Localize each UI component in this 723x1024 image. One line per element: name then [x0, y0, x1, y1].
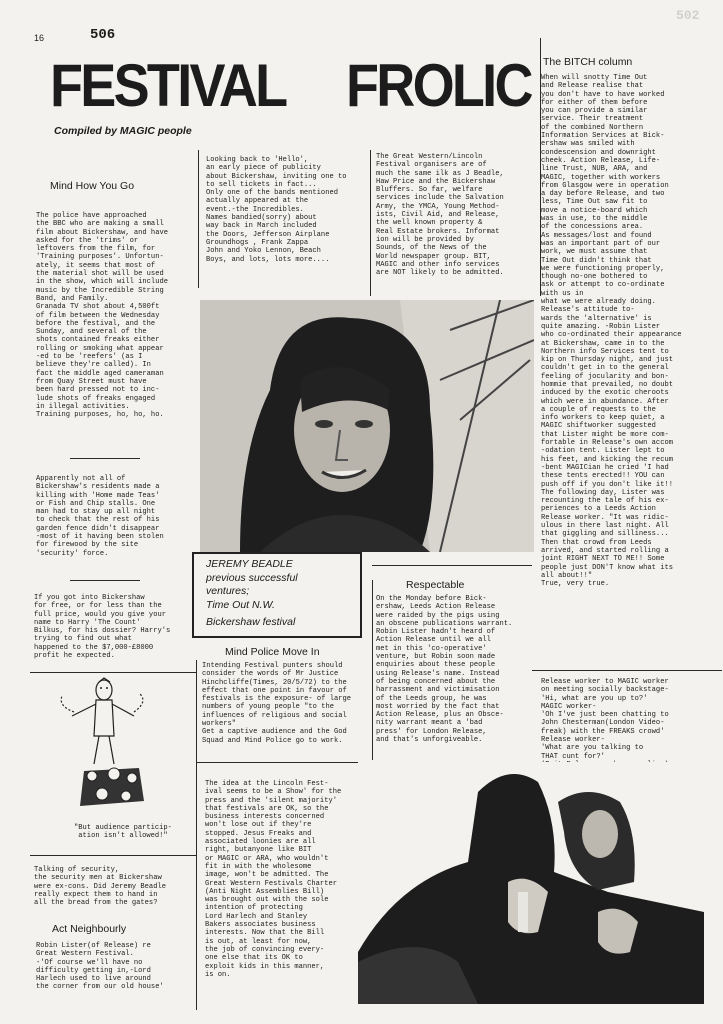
free-entry-body: If you got into Bickershaw for free, or for less than the full price, would you give your name to Harry 'The Count' Bilkus, for his dossier? Harry's trying to find out what happened to the $7,000-£8000 profit he expected.	[34, 594, 171, 661]
divider-rule	[372, 565, 532, 566]
magic-worker-body: Release worker to MAGIC worker on meeting socially backstage- 'Hi, what are you up to?' MAGIC worker- 'Oh I've just been chatting to John Chesterman(London Video- freak) with the FREAKS crowd' Release worker- 'What are you talking to THAT cunt for?'	[541, 678, 669, 761]
divider-rule	[70, 458, 140, 459]
residents-body: Apparently not all of Bickershaw's residents made a killing with 'Home made Teas' or Fish and Chip stalls. One man had to stay up all night to check that the rest of his garden fence didn't disappear -most of it having been stolen for firewood by the site 'security' force.	[36, 475, 164, 558]
cartoon-illustration	[44, 676, 174, 816]
mind-police-body: Intending Festival punters should consider the words of Mr Justice Hinchcliffe(Times, 20/5/72) to the effect that one point in favour of festivals is the exposure- of large numbers of young people "to the influences of religious and social workers" Get a captive audience and the God Squad and Mind Police go to work.	[202, 662, 351, 745]
caption-line: Time Out N.W.	[206, 598, 275, 611]
divider-rule	[30, 855, 196, 856]
page-number: 16	[34, 33, 45, 43]
cartoon-caption: "But audience particip- ation isn't allowed!"	[74, 824, 172, 841]
column-rule	[198, 150, 199, 288]
caption-line: JEREMY BEADLE	[206, 558, 293, 570]
column-rule	[370, 150, 371, 296]
lincoln-body: The idea at the Lincoln Fest- ival seems to be a Show' for the press and the 'silent majority' that festivals are OK, so the business interests concerned won't lose out if they're stopped. Jesus Freaks and associated loonies are all right, butanyone like BIT or MAGIC or ARA, who wouldn't fit in with the wholesome image, won't be admitted. The Great Western Festivals Charter (Anti Night Assemblies Bill) was brought out with the sole intention of protecting Lord Harlech and Stanley Bakers associates business interests. Now that the Bill is out, at least for now, the job of convincing every- one else that its OK to exploit kids in this manner, is on.	[205, 780, 342, 979]
bitch-column-body: When will snotty Time Out and Release realise that you don't have to have worked for either of them before you can provide a similar service. Their treatment of the combined Northern Information Services at Bick- ershaw was smiled with condescension and downright cheek. Action Release, Life- line Trust, NUB, ARA, and MAGIC, together with workers from Glasgow were in operation a day before Release, and two less, Time Out saw fit to move a notice-board which was in use, to the middle of the concessions area. As messages/lost and found was an important part of our work, we must assume that Time Out didn't think that we were functioning properly, though no-one bothered to ask or attempt to co-ordinate with us in what we were already doing. Release's attitude to- wards the 'alternative' is quite amazing. -Robin Lister who co-ordinated their appearance at Bickershaw, came in to the Northern info Services tent to kip on Thursday night, and just couldn't get in to the general feeling of jocularity and bon- hommie that prevailed, no doubt induced by the exotic cheroots which were in abundance. After a couple of requests to the info workers to keep quiet, a MAGIC shiftworker suggested that Lister might be more com- fortable in Release's own accom -odation tent. Lister lept to his feet, and kicking the recum -bent MAGICian he cried 'I had these tents erected!! YOU can push off if you don't like it!! The following day, Lister was recounting the tale of his ex- periences to a Leeds Action Release worker. "It was ridic- ulous in there last night. All that giggling and silliness... Then that crowd from Leeds arrived, and started rolling a joint RIGHT NEXT TO ME!! Some people just DON'T know what its all about!!" True, very true.	[541, 74, 682, 589]
issue-number: 506	[90, 27, 116, 43]
security-body: Talking of security, the security men at Bickershaw were ex-cons. Did Jeremy Beadle really expect them to hand in all the bread from the gates?	[34, 866, 166, 908]
bitch-column-heading: The BITCH column	[543, 56, 633, 68]
masthead-credit: Compiled by MAGIC people	[54, 125, 192, 137]
act-neighbourly-body: Robin Lister(of Release) re Great Western Festival. -'Of course we'll have no difficulty getting in,-Lord Harlech used to live around the corner from our old house'	[36, 942, 164, 992]
jeremy-beadle-photo	[200, 300, 534, 552]
masthead-festival: FESTIVAL	[50, 52, 286, 119]
divider-rule	[70, 580, 140, 581]
act-neighbourly-heading: Act Neighbourly	[52, 923, 127, 935]
great-western-body: The Great Western/Lincoln Festival organisers are of much the same ilk as J Beadle, Haw Price and the Bickershaw Bluffers. So far, welfare services include the Salvation Army, the YMCA, Young Method- ists, Civil Aid, and Release, the well known property & Real Estate brokers. Informat ion will be provided by Sounds, of the News of the World newspaper group. BIT, MAGIC and other info services are NOT likely to be admitted.	[376, 153, 504, 278]
photo-caption-box	[192, 552, 362, 638]
divider-rule	[532, 670, 722, 671]
respectable-body: On the Monday before Bick- ershaw, Leeds Action Release were raided by the pigs using an obscene publications warrant. Robin Lister hadn't heard of Action Release until we all met in this 'co-operative' venture, but Robin soon made enquiries about these people using Release's name. Instead of being concerned about the harrassment and victimisation of the Leeds group, he was most worried by the fact that Action Release, plus an Obsce- nity warrant meant a 'bad press' for London Release, and that's unforgiveable.	[376, 595, 513, 745]
mind-how-you-go-body: The police have approached the BBC who are making a small film about Bickershaw, and have asked for the 'trims' or leftovers from the film, for 'Training purposes'. Unfortun- ately, it seems that most of the material shot will be used in the show, which will include music by the Incredible String Band, and Family. Granada TV shot about 4,500ft of film between the Wednesday before the festival, and the Sunday, and several of the shots contained freaks either rolling or smoking what appear -ed to be 'reefers' (as I believe they're called). In fact the middle aged cameraman from Quay Street must have been hard pressed not to inc- lude shots of freaks engaged in illegal activities. Training purposes, ho, ho, ho.	[36, 212, 168, 420]
mind-police-heading: Mind Police Move In	[225, 646, 320, 658]
respectable-heading: Respectable	[406, 579, 465, 591]
mind-how-you-go-heading: Mind How You Go	[50, 180, 135, 192]
faint-page-number: 502	[676, 8, 700, 23]
festival-crowd-photo	[358, 762, 704, 1004]
caption-line: ventures;	[206, 585, 250, 597]
hello-body: Looking back to 'Hello', an early piece of publicity about Bickershaw, inviting one to to sell tickets in fact... Only one of the bands mentioned actually appeared at the event.-the Incredibles. Names bandied(sorry) about way back in March included the Doors, Jefferson Airplane Groundhogs , Frank Zappa John and Yoko Lennon, Beach Boys, and lots, lots more....	[206, 156, 347, 264]
caption-line: Bickershaw festival	[206, 616, 296, 628]
caption-line: previous successful	[206, 571, 298, 584]
divider-rule	[30, 672, 196, 673]
masthead-frolic: FROLIC	[346, 52, 531, 119]
